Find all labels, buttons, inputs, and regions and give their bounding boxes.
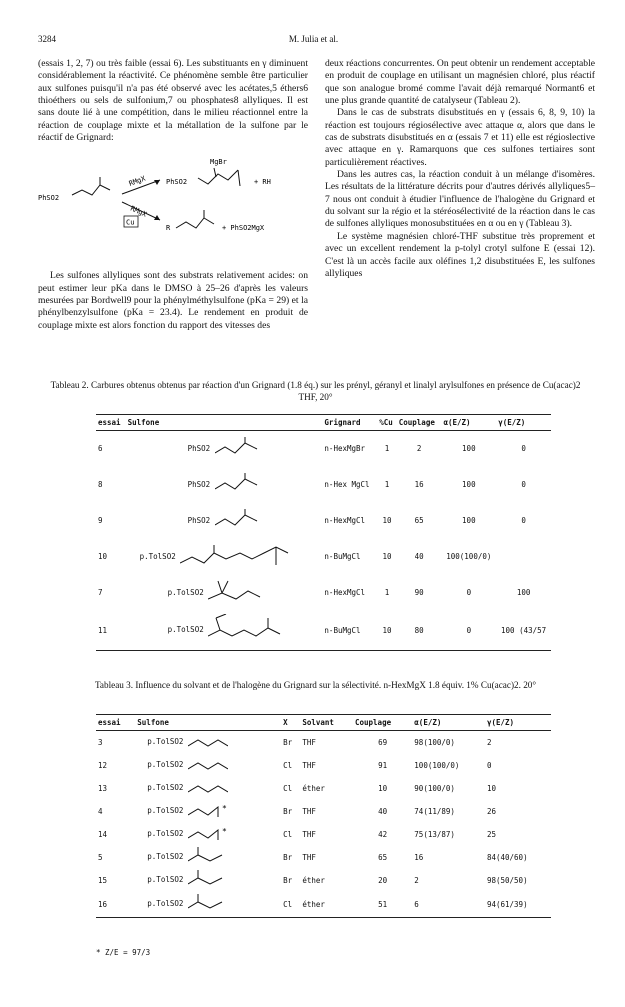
sulfone-label: PhSO2 [187,479,211,489]
essai-cell: 10 [98,552,108,561]
table3-header-couplage: Couplage [353,715,412,731]
crotyl-structure [188,734,228,750]
sulfone-label: p.TolSO2 [147,737,184,747]
lower-product-skeleton [176,218,214,228]
essai-cell: 5 [98,852,103,862]
table-row [96,754,551,777]
sulfone-label: p.TolSO2 [147,852,184,861]
lower-side-product: + PhSO2MgX [222,224,265,233]
couplage-cell: 80 [397,611,442,651]
cu-cell: 1 [384,480,390,489]
left-paragraph-1: (essais 1, 2, 7) ou très faible (essai 6). Les substituants en γ diminuent considérablement la réactivité. Ce phénomène semble être particulier aux sulfones puisqu'il n'a pas été observé avec les acétates,5 éthers6 thioéthers ou sels de sulfonium,7 ou phosphates8 allyliques. Il est sans doute lié à une compétition, dans le milieu réactionnel entre la réaction de couplage mixte et la métallation de la sulfone par le réactif de Grignard: [38,58,308,144]
right-paragraph-4: Le système magnésien chloré-THF substitue très proprement et avec un excellent rendement la p-tolyl crotyl sulfone E (essai 12). C'est là un accès facile aux oléfines 1,2 disubstituées E, les sulfones allyliques [325,230,595,279]
alpha-cell: 100 [462,516,476,525]
running-authors: M. Julia et al. [288,34,339,44]
sulfone-label: p.TolSO2 [139,551,176,561]
cu-cell: 10 [382,516,392,525]
alpha-cell: 6 [412,892,485,918]
gamma-cell: 94(61/39) [485,892,551,918]
sulfone-label: p.TolSO2 [147,806,184,815]
solvant-cell: éther [302,783,325,793]
solvant-cell: THF [302,829,316,839]
cu-label: Cu [126,218,135,227]
table-row [96,431,551,467]
table-row [96,777,551,800]
table2-header-cu: %Cu [377,415,397,431]
essai-cell: 8 [98,480,103,489]
table3-caption: Tableau 3. Influence du solvant et de l'halogène du Grignard sur la sélectivité. n-HexMgX 1.8 équiv. 1% Cu(acac)2. 20° [94,680,537,690]
table-row [96,575,551,611]
reaction-scheme [38,150,308,262]
essai-cell: 12 [98,760,108,770]
methylallyl-structure [188,847,228,867]
alpha-cell: 98(100/0) [414,737,455,747]
sulfone-label: p.TolSO2 [167,587,204,597]
couplage-cell: 51 [353,892,412,918]
table-row [96,539,551,575]
upper-side-product: + RH [254,178,271,187]
essai-cell: 14 [98,829,108,839]
alpha-cell: 16 [414,852,424,862]
alpha-cell: 100 [462,444,476,454]
cu-cell: 10 [382,552,392,561]
gamma-cell: 2 [486,737,492,747]
gamma-cell: 100 (43/57 [496,611,551,651]
table2-header-row [96,415,551,431]
reaction-scheme-drawing [38,150,308,262]
right-paragraph-1: deux réactions concurrentes. On peut obtenir un rendement acceptable en produit de couplage en utilisant un magnésien chloré, plus réactif que son analogue bromé comme l'avait déjà remarqué Normant6 et une plus grande quantité de catalyseur (Tableau 2). [325,58,595,107]
x-cell: Br [283,806,293,816]
sulfone-label: p.TolSO2 [147,760,184,769]
sulfone-cell [135,846,281,869]
sulfone-cell [135,777,281,800]
rmgx-lower-label: RMgX [129,204,148,220]
mgbr-label: MgBr [210,158,227,167]
crotyl-structure [188,780,228,796]
solvant-cell: THF [302,737,316,747]
x-cell: Br [283,852,293,862]
x-cell: Cl [283,783,293,793]
table-row [96,846,551,869]
table2-header-alpha: α(E/Z) [441,415,496,431]
sulfone-label: p.TolSO2 [147,899,184,909]
methylallyl-structure [188,870,228,890]
sulfone-cell [135,800,281,823]
table2-header-gamma: γ(E/Z) [496,415,551,431]
sulfone-cell [135,892,281,918]
alpha-cell: 100 [462,480,476,489]
solvant-cell: THF [302,806,316,816]
table-row [96,611,551,651]
reactant-skeleton [72,185,110,195]
table3-header-essai: essai [96,715,135,731]
upper-product-label: PhSO2 [166,178,188,187]
grignard-cell: n-HexMgCl [324,516,366,525]
prenyl-structure [215,509,265,533]
couplage-cell: 20 [378,875,388,885]
x-cell: Br [283,875,293,885]
table2-header-essai: essai [96,415,126,431]
svg-text:*: * [221,827,227,836]
sulfone-label: PhSO2 [187,443,211,453]
couplage-cell: 40 [378,806,388,816]
page-number: 3284 [38,34,56,44]
gamma-cell: 0 [521,480,526,489]
right-paragraph-3: Dans les autres cas, la réaction conduit à un mélange d'isomères. Les résultats de la littérature décrits pour d'autres dérivés allyliques5–7 nous ont conduit à étudier l'influence de l'halogène du Grignard et du solvant sur la régio et la stéréosélectivité de la réaction dans le cas de sulfones allyliques monosubstituées en α ou en γ (Tableau 3). [325,169,595,230]
gamma-cell: 84(40/60) [486,852,528,862]
lower-r-label: R [166,224,171,233]
left-paragraph-2: Les sulfones allyliques sont des substrats relativement acides: on peut estimer leur pKa dans le DMSO à 25–26 d'après les valeurs mesurées par Bordwell9 pour la phénylméthylsulfone (pKa = 29) et la phénylbenzylsulfone (pKa = 23.4). Le rendement en produit de couplage mixte est alors fonction du rapport des vitesses des [38,270,308,331]
dimethylallyl-structure [208,579,268,607]
table2 [96,414,551,651]
couplage-cell: 90 [414,588,424,597]
essai-cell: 15 [98,875,108,885]
alpha-cell: 100(100/0) [446,552,492,561]
couplage-cell: 2 [416,444,422,454]
table-row [96,823,551,846]
sulfone-cell [126,611,323,651]
upper-product-branch [238,170,240,186]
prenyl-structure [215,437,265,461]
table2-header-grignard: Grignard [322,415,377,431]
essai-cell: 4 [98,806,103,816]
prenyl-structure [215,473,265,497]
right-column [325,58,595,280]
gamma-cell: 25 [486,829,496,839]
svg-text:*: * [221,804,227,813]
grignard-cell: n-Hex MgCl [324,480,370,489]
couplage-cell: 65 [414,516,424,525]
couplage-cell: 69 [378,737,388,747]
upper-product-mg-bond [214,168,216,177]
table3-footnote: * Z/E = 97/3 [96,948,151,957]
grignard-cell: n-HexMgCl [324,588,366,597]
sulfone-cell [135,754,281,777]
gamma-cell: 0 [521,516,526,525]
couplage-cell: 42 [378,829,388,839]
crotyl-structure [188,757,228,773]
sulfone-cell [126,575,323,611]
table2-header-couplage: Couplage [397,415,442,431]
x-cell: Cl [283,829,293,839]
table3-header-alpha: α(E/Z) [412,715,485,731]
sulfone-cell [126,431,323,467]
table-row [96,892,551,918]
table-row [96,503,551,539]
essai-cell: 16 [96,892,135,918]
grignard-cell: n-HexMgBr [324,444,366,454]
rmgx-upper-label: RMgX [127,175,147,189]
table3-header-sulfone: Sulfone [135,715,281,731]
alpha-cell: 74(11/89) [414,806,455,816]
sulfone-label: p.TolSO2 [147,875,184,884]
essai-cell: 3 [98,737,103,747]
table2-caption: Tableau 2. Carbures obtenus obtenus par réaction d'un Grignard (1.8 éq.) sur les prényl, géranyl et linalyl arylsulfones en présence de Cu(acac)2 THF, 20° [50,380,581,402]
couplage-cell: 91 [378,760,388,770]
grignard-cell: n-BuMgCl [322,611,377,651]
alpha-cell: 0 [466,588,472,597]
linalyl-structure [208,614,288,646]
arrow-upper-head [154,180,160,185]
gamma-cell: 10 [486,783,496,793]
sulfone-cell [135,823,281,846]
x-cell: Cl [283,760,293,770]
sulfone-label: PhSO2 [187,515,211,525]
essai-cell: 9 [98,516,103,525]
table3-header-x: X [281,715,300,731]
couplage-cell: 16 [414,480,424,489]
alpha-cell: 2 [414,875,419,885]
scheme-reactant-label: PhSO2 [38,194,60,203]
solvant-cell: THF [302,852,316,862]
table-row [96,467,551,503]
sulfone-cell [126,467,323,503]
sulfone-label: p.TolSO2 [167,625,204,635]
page-header [38,34,589,48]
essai-cell: 11 [96,611,126,651]
table3-header-solvant: Solvant [300,715,353,731]
essai-cell: 6 [98,444,103,454]
couplage-cell: 10 [378,783,388,793]
couplage-cell: 65 [378,852,388,862]
sulfone-cell [135,869,281,892]
gamma-cell: 0 [521,444,526,454]
essai-cell: 7 [98,588,103,597]
gamma-cell: 0 [486,760,492,770]
solvant-cell: éther [302,875,325,885]
alpha-cell: 90(100/0) [414,783,455,793]
sulfone-cell [126,539,323,575]
right-paragraph-2: Dans le cas de substrats disubstitués en γ (essais 6, 8, 9, 10) la réaction est toujours régiosélective avec attaque α, alors que dans le cas de substrats disubstitués en α (essais 7 et 11) elle est régioslective avec attaque en γ. Ramarquons que ces sulfones tertiaires sont particulièrement réactives. [325,107,595,168]
sulfone-label: p.TolSO2 [147,829,184,838]
gamma-cell: 98(50/50) [486,875,528,885]
cu-cell: 1 [384,444,390,454]
z-crotyl-structure [188,826,232,842]
alpha-cell: 100(100/0) [414,760,460,770]
geranyl-structure [180,543,300,571]
methylallyl-structure [188,894,228,914]
cu-cell: 10 [377,611,397,651]
grignard-cell: n-BuMgCl [324,552,361,561]
z-crotyl-structure [188,803,232,819]
cu-cell: 1 [384,588,390,597]
table-row [96,731,551,754]
gamma-cell: 100 [516,588,531,597]
table-row [96,869,551,892]
gamma-cell [496,539,551,575]
essai-cell: 13 [98,783,108,793]
table3-header-gamma: γ(E/Z) [485,715,551,731]
x-cell: Br [283,737,293,747]
table-row [96,800,551,823]
solvant-cell: éther [300,892,353,918]
table2-header-sulfone: Sulfone [126,415,323,431]
solvant-cell: THF [302,760,316,770]
upper-product-skeleton [198,170,238,184]
x-cell: Cl [281,892,300,918]
alpha-cell: 0 [441,611,496,651]
table3 [96,714,551,918]
sulfone-cell [135,731,281,754]
couplage-cell: 40 [414,552,424,561]
table3-header-row [96,715,551,731]
gamma-cell: 26 [486,806,496,816]
sulfone-label: p.TolSO2 [147,783,184,792]
left-column [38,58,308,332]
sulfone-cell [126,503,323,539]
alpha-cell: 75(13/87) [414,829,455,839]
